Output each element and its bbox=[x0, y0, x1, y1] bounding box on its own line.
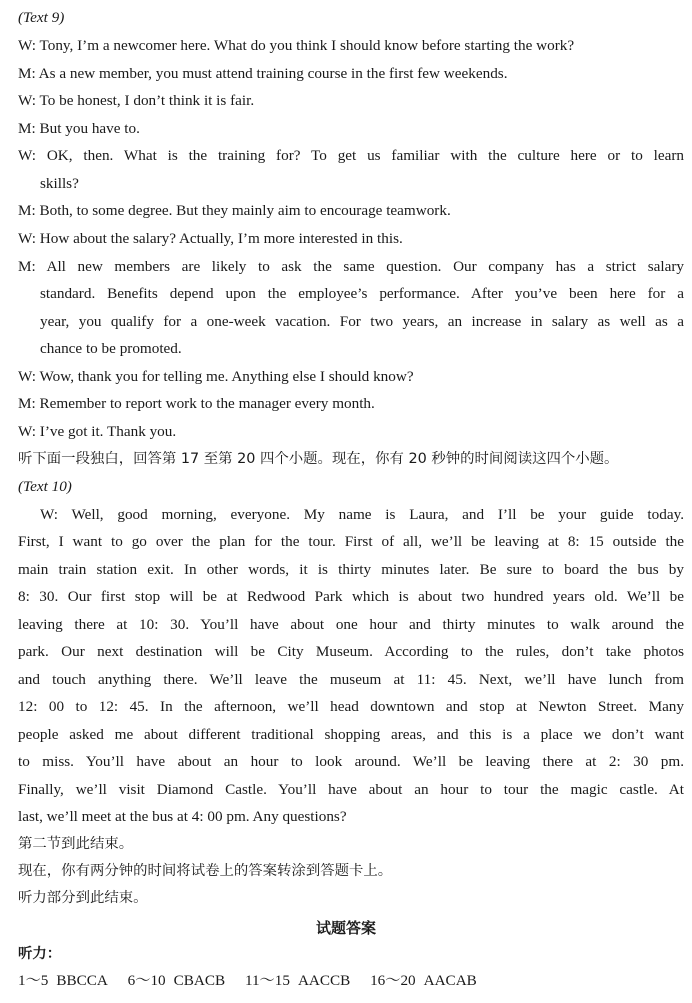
text10-line: to miss. You’ll have about an hour to look around. We’ll be leaving there at 2: 30 pm. bbox=[18, 753, 684, 770]
text9-line: standard. Benefits depend upon the employee’s performance. After you’ve been here for a bbox=[40, 285, 684, 302]
text9-line: W: Wow, thank you for telling me. Anything else I should know? bbox=[18, 368, 414, 385]
text9-line: chance to be promoted. bbox=[40, 340, 182, 357]
text9-line: M: Remember to report work to the manager every month. bbox=[18, 395, 375, 412]
text9-line: year, you qualify for a one-week vacation. For two years, an increase in salary as well as a bbox=[40, 313, 684, 330]
text9-line: M: Both, to some degree. But they mainly aim to encourage teamwork. bbox=[18, 202, 451, 219]
text10-line: Finally, we’ll visit Diamond Castle. You’ll have about an hour to tour the magic castle. At bbox=[18, 781, 684, 798]
text9-line: M: As a new member, you must attend training course in the first few weekends. bbox=[18, 65, 508, 82]
answer-key: BBCCA bbox=[56, 972, 108, 989]
text10-line: last, we’ll meet at the bus at 4: 00 pm. Any questions? bbox=[18, 808, 347, 825]
closing-line: 现在，你有两分钟的时间将试卷上的答案转涂到答题卡上。 bbox=[18, 863, 393, 879]
text10-line: main train station exit. In other words, it is thirty minutes later. Be sure to board the bus by bbox=[18, 561, 684, 578]
text9-line: W: I’ve got it. Thank you. bbox=[18, 423, 177, 440]
answer-range: 11～15 bbox=[244, 972, 290, 989]
text10-line: and touch anything there. We’ll leave the museum at 11: 45. Next, we’ll have lunch from bbox=[18, 671, 684, 688]
text9-line: M: But you have to. bbox=[18, 120, 140, 137]
answers-heading: 试题答案 bbox=[315, 919, 376, 937]
answer-key: AACCB bbox=[297, 972, 351, 989]
text10-line: 12: 00 to 12: 45. In the afternoon, we’ll head downtown and stop at Newton Street. Many bbox=[18, 698, 684, 715]
text9-line: W: Tony, I’m a newcomer here. What do you think I should know before starting the work? bbox=[18, 37, 575, 54]
text9-label: (Text 9) bbox=[18, 9, 65, 26]
text10-line: leaving there at 10: 30. You’ll have about one hour and thirty minutes to walk around the bbox=[18, 616, 684, 633]
text10-line: W: Well, good morning, everyone. My name is Laura, and I’ll be your guide today. bbox=[40, 506, 684, 523]
answer-key-row bbox=[18, 972, 684, 990]
text10-line: 8: 30. Our first stop will be at Redwood Park which is about two hundred years old. We’ll be bbox=[18, 588, 684, 605]
text9-line: W: How about the salary? Actually, I’m more interested in this. bbox=[18, 230, 403, 247]
listening-label: 听力： bbox=[18, 946, 62, 962]
instruction-17-20: 听下面一段独白，回答第 17 至第 20 四个小题。现在，你有 20 秒钟的时间阅读这四个小题。 bbox=[18, 451, 619, 467]
text10-label: (Text 10) bbox=[18, 478, 72, 495]
answer-range: 1～5 bbox=[18, 972, 49, 989]
text9-line: W: OK, then. What is the training for? To get us familiar with the culture here or to learn bbox=[18, 147, 684, 164]
answer-key: AACAB bbox=[423, 972, 477, 989]
text10-line: people asked me about different traditional shopping areas, and this is a place we don’t want bbox=[18, 726, 684, 743]
answer-range: 6～10 bbox=[127, 972, 166, 989]
text9-line: W: To be honest, I don’t think it is fair. bbox=[18, 92, 255, 109]
text9-line: M: All new members are likely to ask the same question. Our company has a strict salary bbox=[18, 258, 684, 275]
text9-line: skills? bbox=[40, 175, 79, 192]
closing-line: 听力部分到此结束。 bbox=[18, 890, 148, 906]
text10-line: park. Our next destination will be City Museum. According to the rules, don’t take photos bbox=[18, 643, 684, 660]
closing-line: 第二节到此结束。 bbox=[18, 836, 134, 852]
text10-line: First, I want to go over the plan for the tour. First of all, we’ll be leaving at 8: 15 outside the bbox=[18, 533, 684, 550]
answer-key: CBACB bbox=[173, 972, 226, 989]
answer-range: 16～20 bbox=[370, 972, 416, 989]
